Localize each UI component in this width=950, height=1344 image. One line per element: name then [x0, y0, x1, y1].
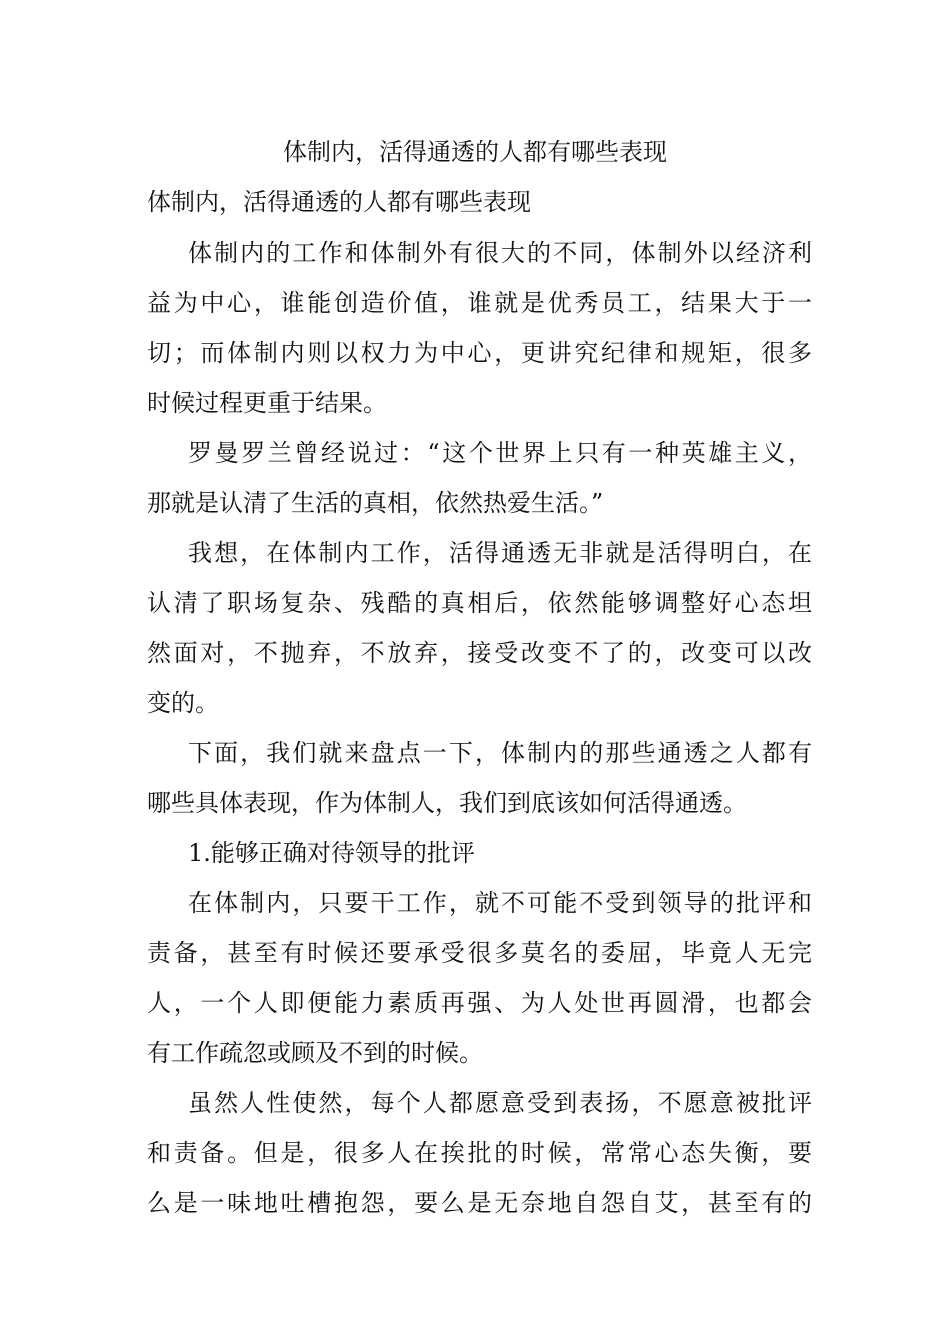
section-heading-text: 1.能够正确对待领导的批评 [188, 839, 475, 867]
paragraph [147, 1078, 812, 1228]
text-line: 时候过程更重于结果。 [147, 389, 387, 417]
paragraph [147, 528, 812, 728]
text-line: 那就是认清了生活的真相，依然热爱生活。” [147, 489, 604, 517]
document-body [147, 182, 812, 1228]
paragraph [147, 228, 812, 428]
paragraph [147, 728, 812, 828]
text-line: 在体制内，只要干工作，就不可能不受到领导的批评和 [188, 889, 812, 917]
text-line: 益为中心，谁能创造价值，谁就是优秀员工，结果大于一 [147, 289, 812, 317]
text-line: 然面对，不抛弃，不放弃，接受改变不了的，改变可以改 [147, 639, 812, 667]
text-line: 哪些具体表现，作为体制人，我们到底该如何活得通透。 [147, 789, 747, 817]
paragraph [147, 878, 812, 1078]
text-line: 罗曼罗兰曾经说过：“这个世界上只有一种英雄主义， [188, 439, 812, 467]
text-line: 变的。 [147, 689, 219, 717]
text-line: 人，一个人即便能力素质再强、为人处世再圆滑，也都会 [147, 989, 812, 1017]
document-subtitle: 体制内，活得通透的人都有哪些表现 [147, 188, 531, 216]
text-line: 么是一味地吐槽抱怨，要么是无奈地自怨自艾，甚至有的 [147, 1189, 812, 1217]
text-line: 责备，甚至有时候还要承受很多莫名的委屈，毕竟人无完 [147, 939, 812, 967]
text-line: 体制内的工作和体制外有很大的不同，体制外以经济利 [188, 239, 812, 267]
text-line: 我想，在体制内工作，活得通透无非就是活得明白，在 [188, 539, 812, 567]
paragraph [147, 428, 812, 528]
text-line: 切；而体制内则以权力为中心，更讲究纪律和规矩，很多 [147, 339, 812, 367]
text-line: 和责备。但是，很多人在挨批的时候，常常心态失衡，要 [147, 1139, 812, 1167]
text-line: 虽然人性使然，每个人都愿意受到表扬，不愿意被批评 [188, 1089, 812, 1117]
text-line: 认清了职场复杂、残酷的真相后，依然能够调整好心态坦 [147, 589, 812, 617]
text-line: 下面，我们就来盘点一下，体制内的那些通透之人都有 [188, 739, 812, 767]
document-title: 体制内，活得通透的人都有哪些表现 [283, 138, 667, 166]
section-heading [147, 828, 812, 878]
text-line: 有工作疏忽或顾及不到的时候。 [147, 1039, 483, 1067]
